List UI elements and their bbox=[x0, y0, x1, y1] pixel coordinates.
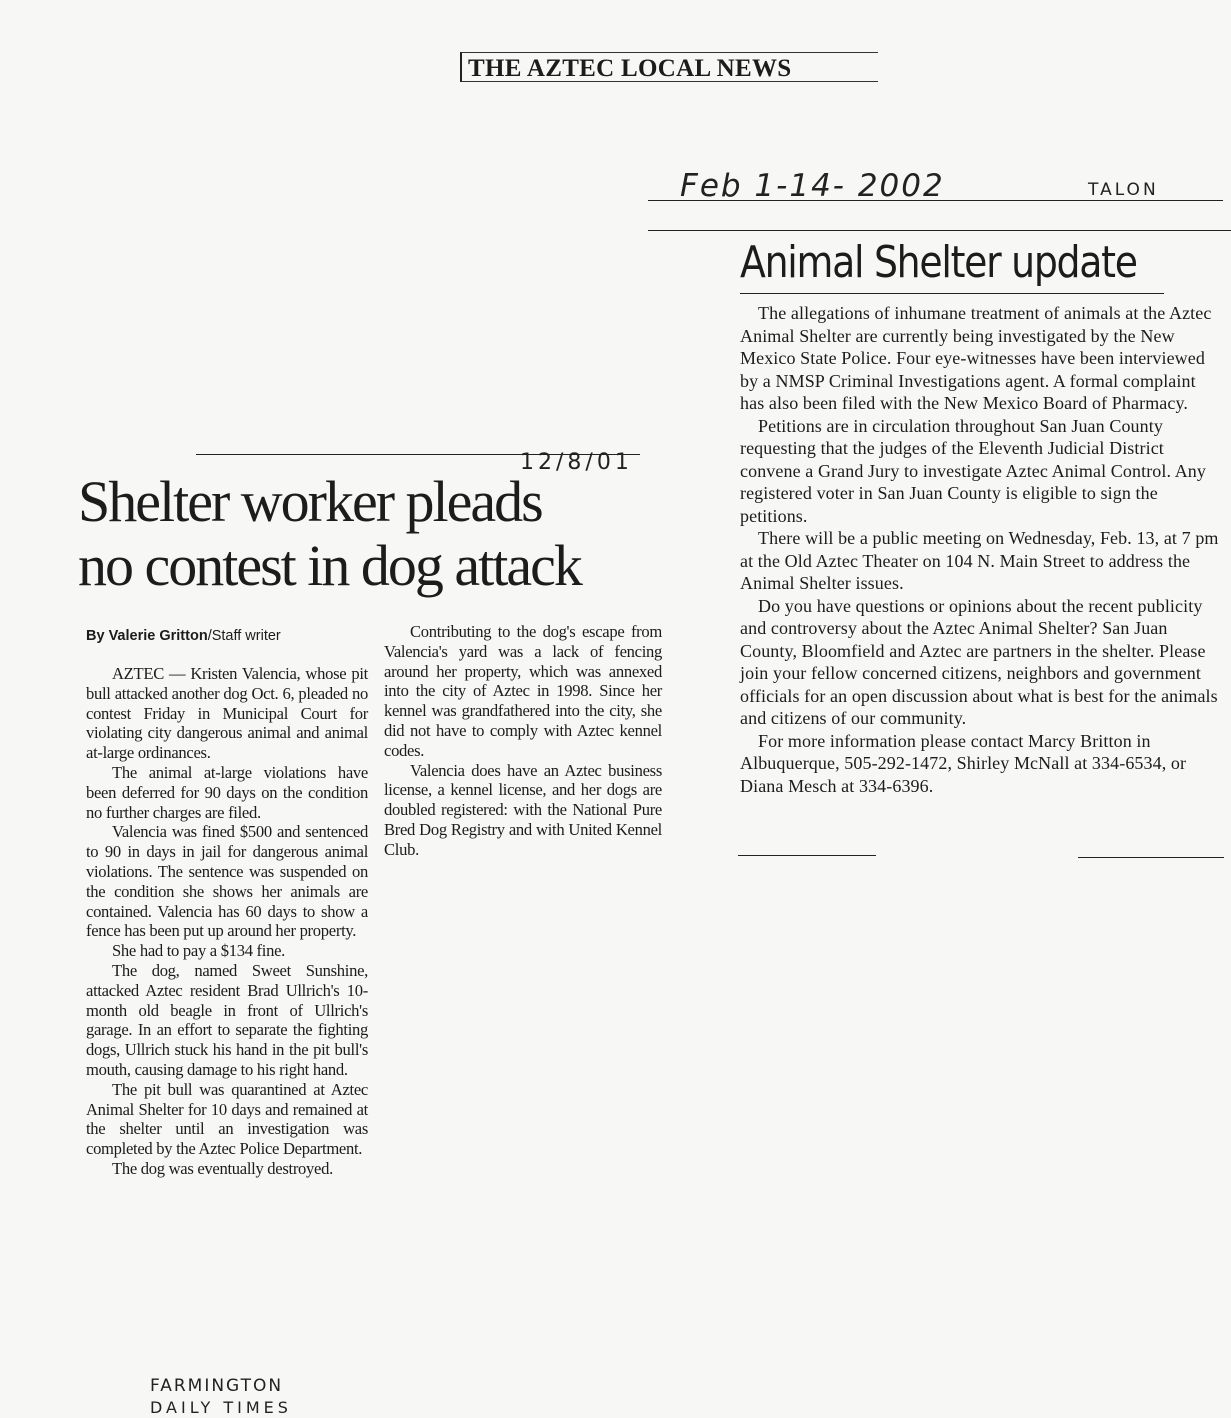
talon-paragraph: There will be a public meeting on Wednesday, Feb. 13, at 7 pm at the Old Aztec Theater on 104 N. Main Street to address the Animal Shelter issues. bbox=[740, 528, 1219, 593]
handwritten-date-daily-times: 12/8/01 bbox=[520, 450, 633, 475]
handwritten-date-talon: Feb 1-14- 2002 bbox=[680, 168, 945, 204]
talon-article-body bbox=[740, 302, 1220, 797]
article-paragraph: Valencia was fined $500 and sentenced to 90 in days in jail for dangerous animal violations. The sentence was suspended on the condition she shows her animals are contained. Valencia has 60 days to show a fence has been put up around her property. bbox=[86, 822, 368, 941]
talon-underline bbox=[648, 200, 1223, 201]
talon-paragraph: The allegations of inhumane treatment of animals at the Aztec Animal Shelter are currently being investigated by the New Mexico State Police. Four eye-witnesses have been interviewed by a NMSP Criminal Investigations agent. A formal complaint has also been filed with the New Mexico Board of Pharmacy. bbox=[740, 303, 1212, 413]
byline-role: /Staff writer bbox=[207, 628, 281, 644]
article-paragraph: The pit bull was quarantined at Aztec Animal Shelter for 10 days and remained at the shelter until an investigation was completed by the Aztec Police Department. bbox=[86, 1079, 368, 1159]
article-paragraph: AZTEC — Kristen Valencia, whose pit bull attacked another dog Oct. 6, pleaded no contest Friday in Municipal Court for violating city dangerous animal and animal at-large ordinances. bbox=[86, 664, 368, 763]
article-paragraph: Valencia does have an Aztec business license, a kennel license, and her dogs are doubled registered: with the National Pure Bred Dog Registry and with United Kennel Club. bbox=[384, 760, 662, 859]
byline-name: By Valerie Gritton bbox=[86, 628, 208, 644]
byline bbox=[86, 628, 281, 644]
talon-paragraph: Petitions are in circulation throughout San Juan County requesting that the judges of the Eleventh Judicial District convene a Grand Jury to investigate Aztec Animal Control. Any registered voter in San Juan County is eligible to sign the petitions. bbox=[740, 415, 1206, 526]
talon-end-rule-right bbox=[1078, 857, 1224, 858]
talon-top-rule bbox=[648, 230, 1231, 231]
masthead: THE AZTEC LOCAL NEWS bbox=[460, 52, 878, 82]
article-paragraph: She had to pay a $134 fine. bbox=[112, 941, 286, 961]
talon-paragraph: For more information please contact Marcy Britton in Albuquerque, 505-292-1472, Shirley McNall at 334-6534, or Diana Mesch at 334-6396. bbox=[740, 730, 1187, 796]
headline-line-1: Shelter worker pleads bbox=[78, 469, 542, 534]
talon-headline: Animal Shelter update bbox=[740, 237, 1137, 288]
handwritten-source-line-2: DAILY TIMES bbox=[150, 1398, 292, 1417]
handwritten-source-line-1: FARMINGTON bbox=[150, 1376, 284, 1396]
talon-paragraph: Do you have questions or opinions about the recent publicity and controversy about the Aztec Animal Shelter? San Juan County, Bloomfield and Aztec are partners in the shelter. Please join your fellow concerned citizens, neighbors and government officials for an open discussion about what is best for the animals and citizens of our community. bbox=[740, 595, 1218, 728]
daily-times-headline bbox=[78, 470, 678, 598]
headline-line-2: no contest in dog attack bbox=[78, 533, 581, 598]
talon-end-rule-left bbox=[738, 855, 876, 856]
article-paragraph: The dog was eventually destroyed. bbox=[112, 1158, 333, 1178]
article-paragraph: The animal at-large violations have been deferred for 90 days on the condition no further charges are filed. bbox=[86, 762, 368, 822]
daily-times-column-1 bbox=[86, 664, 368, 1179]
talon-headline-rule bbox=[740, 293, 1164, 294]
handwritten-source-talon: TALON bbox=[1088, 180, 1159, 200]
article-paragraph: Contributing to the dog's escape from Valencia's yard was a lack of fencing around her property, which was annexed into the city of Aztec in 1998. Since her kennel was grandfathered into the city, she did not have to comply with Aztec kennel codes. bbox=[384, 622, 662, 760]
article-paragraph: The dog, named Sweet Sunshine, attacked Aztec resident Brad Ullrich's 10-month old beagle in front of Ullrich's garage. In an effort to separate the fighting dogs, Ullrich stuck his hand in the pit bull's mouth, causing damage to his right hand. bbox=[86, 960, 368, 1079]
daily-times-column-2 bbox=[384, 622, 662, 860]
